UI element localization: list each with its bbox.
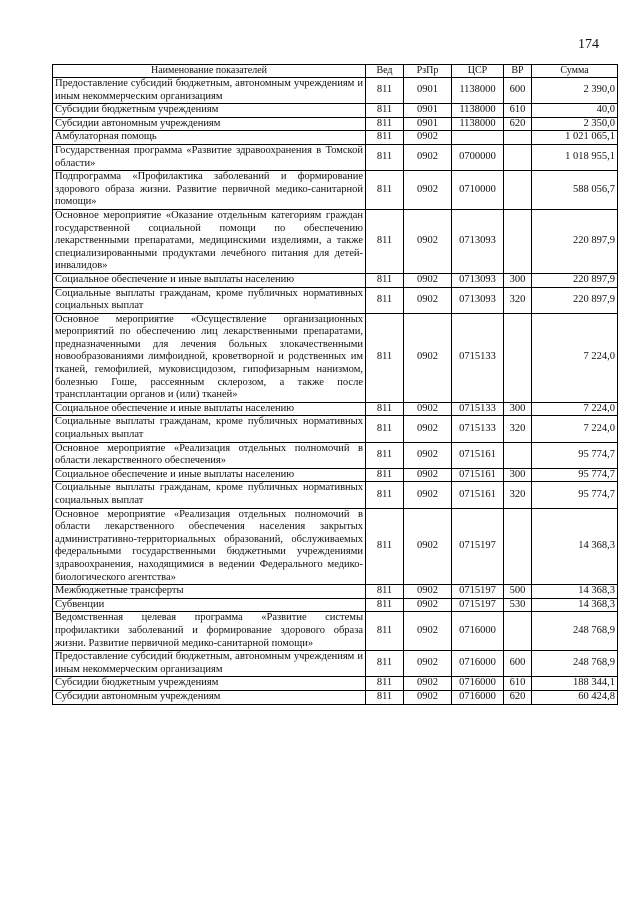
cell-rzpr: 0902 [404, 144, 452, 170]
cell-vr: 320 [504, 482, 532, 508]
cell-csr: 0715197 [452, 598, 504, 612]
cell-ved: 811 [366, 402, 404, 416]
cell-name: Амбулаторная помощь [53, 131, 366, 145]
cell-name: Ведомственная целевая программа «Развитие системы профилактики заболеваний и формирование здорового образа жизни. Развитие первичной медико-санитарной помощи» [53, 612, 366, 651]
table-body [53, 78, 618, 705]
cell-sum: 60 424,8 [532, 690, 618, 704]
cell-name: Межбюджетные трансферты [53, 585, 366, 599]
table-row [53, 402, 618, 416]
column-header-csr: ЦСР [452, 65, 504, 78]
cell-csr: 0716000 [452, 612, 504, 651]
cell-vr: 600 [504, 651, 532, 677]
cell-ved: 811 [366, 131, 404, 145]
cell-sum: 188 344,1 [532, 677, 618, 691]
column-header-sum: Сумма [532, 65, 618, 78]
cell-vr [504, 313, 532, 402]
cell-vr: 610 [504, 677, 532, 691]
cell-sum: 220 897,9 [532, 273, 618, 287]
cell-vr [504, 209, 532, 273]
cell-ved: 811 [366, 585, 404, 599]
cell-vr [504, 171, 532, 210]
cell-csr: 0713093 [452, 287, 504, 313]
cell-name: Основное мероприятие «Оказание отдельным категориям граждан государственной социальной помощи по обеспечению лекарственными препаратами, медицинскими изделиями, а также специализированными продуктами лечебного питания для детей-инвалидов» [53, 209, 366, 273]
cell-sum: 95 774,7 [532, 468, 618, 482]
cell-ved: 811 [366, 508, 404, 585]
cell-vr: 620 [504, 690, 532, 704]
cell-csr: 0715161 [452, 442, 504, 468]
cell-rzpr: 0902 [404, 313, 452, 402]
cell-rzpr: 0902 [404, 171, 452, 210]
cell-ved: 811 [366, 171, 404, 210]
cell-sum: 2 350,0 [532, 117, 618, 131]
cell-ved: 811 [366, 651, 404, 677]
cell-csr: 0716000 [452, 651, 504, 677]
cell-sum: 7 224,0 [532, 402, 618, 416]
cell-ved: 811 [366, 313, 404, 402]
table-row [53, 651, 618, 677]
cell-ved: 811 [366, 287, 404, 313]
cell-rzpr: 0902 [404, 690, 452, 704]
cell-rzpr: 0902 [404, 287, 452, 313]
cell-rzpr: 0902 [404, 677, 452, 691]
cell-csr: 0715197 [452, 508, 504, 585]
table-row [53, 287, 618, 313]
cell-name: Подпрограмма «Профилактика заболеваний и формирование здорового образа жизни. Развитие первичной медико-санитарной помощи» [53, 171, 366, 210]
cell-vr [504, 131, 532, 145]
cell-csr: 1138000 [452, 104, 504, 118]
cell-sum: 14 368,3 [532, 585, 618, 599]
cell-rzpr: 0902 [404, 468, 452, 482]
table-row [53, 612, 618, 651]
cell-vr [504, 144, 532, 170]
cell-name: Субсидии автономным учреждениям [53, 117, 366, 131]
cell-sum: 95 774,7 [532, 482, 618, 508]
column-header-vr: ВР [504, 65, 532, 78]
cell-csr: 0715133 [452, 416, 504, 442]
cell-sum: 1 021 065,1 [532, 131, 618, 145]
cell-rzpr: 0902 [404, 209, 452, 273]
cell-rzpr: 0902 [404, 131, 452, 145]
cell-rzpr: 0902 [404, 508, 452, 585]
cell-csr: 0716000 [452, 690, 504, 704]
column-header-ved: Вед [366, 65, 404, 78]
cell-csr: 0715161 [452, 482, 504, 508]
table-row [53, 144, 618, 170]
cell-csr: 0716000 [452, 677, 504, 691]
cell-ved: 811 [366, 78, 404, 104]
cell-sum: 588 056,7 [532, 171, 618, 210]
cell-csr: 0715133 [452, 313, 504, 402]
cell-vr: 600 [504, 78, 532, 104]
cell-ved: 811 [366, 104, 404, 118]
cell-csr: 0715161 [452, 468, 504, 482]
table-row [53, 442, 618, 468]
cell-sum: 40,0 [532, 104, 618, 118]
cell-vr: 610 [504, 104, 532, 118]
cell-rzpr: 0902 [404, 612, 452, 651]
cell-sum: 7 224,0 [532, 416, 618, 442]
cell-csr: 1138000 [452, 117, 504, 131]
table-row [53, 585, 618, 599]
table-row [53, 209, 618, 273]
cell-name: Социальное обеспечение и иные выплаты населению [53, 402, 366, 416]
column-header-name: Наименование показателей [53, 65, 366, 78]
cell-name: Социальные выплаты гражданам, кроме публичных нормативных социальных выплат [53, 416, 366, 442]
cell-rzpr: 0902 [404, 273, 452, 287]
cell-vr: 620 [504, 117, 532, 131]
cell-csr: 1138000 [452, 78, 504, 104]
cell-name: Предоставление субсидий бюджетным, автономным учреждениям и иным некоммерческим организациям [53, 78, 366, 104]
cell-ved: 811 [366, 273, 404, 287]
cell-vr: 300 [504, 468, 532, 482]
cell-vr: 320 [504, 287, 532, 313]
cell-ved: 811 [366, 598, 404, 612]
cell-csr: 0713093 [452, 273, 504, 287]
cell-csr: 0715133 [452, 402, 504, 416]
table-row [53, 171, 618, 210]
cell-sum: 14 368,3 [532, 508, 618, 585]
cell-ved: 811 [366, 416, 404, 442]
cell-rzpr: 0902 [404, 442, 452, 468]
cell-sum: 95 774,7 [532, 442, 618, 468]
cell-sum: 220 897,9 [532, 209, 618, 273]
cell-name: Основное мероприятие «Реализация отдельных полномочий в области лекарственного обеспечения населения закрытых административно-территориальных образований, обслуживаемых федеральными государственными бюджетными учреждениями здравоохранения, находящимися в ведении Федерального медико-биологического агентства» [53, 508, 366, 585]
cell-ved: 811 [366, 117, 404, 131]
cell-sum: 220 897,9 [532, 287, 618, 313]
cell-vr: 300 [504, 402, 532, 416]
table-row [53, 117, 618, 131]
cell-rzpr: 0902 [404, 651, 452, 677]
cell-name: Социальные выплаты гражданам, кроме публичных нормативных социальных выплат [53, 482, 366, 508]
cell-name: Социальное обеспечение и иные выплаты населению [53, 468, 366, 482]
cell-ved: 811 [366, 482, 404, 508]
column-header-rzpr: РзПр [404, 65, 452, 78]
cell-vr: 530 [504, 598, 532, 612]
cell-vr: 320 [504, 416, 532, 442]
table-row [53, 468, 618, 482]
table-row [53, 273, 618, 287]
cell-rzpr: 0902 [404, 482, 452, 508]
table-row [53, 313, 618, 402]
cell-csr [452, 131, 504, 145]
cell-sum: 2 390,0 [532, 78, 618, 104]
cell-csr: 0710000 [452, 171, 504, 210]
cell-sum: 248 768,9 [532, 612, 618, 651]
cell-name: Основное мероприятие «Реализация отдельных полномочий в области лекарственного обеспечения» [53, 442, 366, 468]
cell-ved: 811 [366, 442, 404, 468]
cell-ved: 811 [366, 209, 404, 273]
cell-name: Основное мероприятие «Осуществление организационных мероприятий по обеспечению лиц лекарственными препаратами, предназначенными для лечения больных злокачественными новообразованиями лимфоидной, кроветворной и родственных им тканей, гемофилией, муковисцидозом, гипофизарным нанизмом, болезнью Гоше, рассеянным склерозом, а также после трансплантации органов и (или) тканей» [53, 313, 366, 402]
cell-csr: 0700000 [452, 144, 504, 170]
page-number: 174 [578, 37, 599, 52]
cell-name: Предоставление субсидий бюджетным, автономным учреждениям и иным некоммерческим организациям [53, 651, 366, 677]
cell-sum: 1 018 955,1 [532, 144, 618, 170]
table-row [53, 131, 618, 145]
cell-rzpr: 0902 [404, 585, 452, 599]
cell-name: Субсидии бюджетным учреждениям [53, 677, 366, 691]
cell-vr [504, 612, 532, 651]
table-row [53, 677, 618, 691]
cell-sum: 14 368,3 [532, 598, 618, 612]
cell-ved: 811 [366, 612, 404, 651]
cell-ved: 811 [366, 677, 404, 691]
table-row [53, 508, 618, 585]
cell-rzpr: 0901 [404, 104, 452, 118]
cell-csr: 0715197 [452, 585, 504, 599]
table-row [53, 78, 618, 104]
cell-rzpr: 0902 [404, 598, 452, 612]
cell-vr [504, 508, 532, 585]
cell-name: Социальные выплаты гражданам, кроме публичных нормативных социальных выплат [53, 287, 366, 313]
cell-rzpr: 0902 [404, 402, 452, 416]
budget-table [52, 64, 618, 705]
cell-rzpr: 0901 [404, 117, 452, 131]
cell-name: Субсидии бюджетным учреждениям [53, 104, 366, 118]
cell-sum: 248 768,9 [532, 651, 618, 677]
table-row [53, 482, 618, 508]
cell-name: Социальное обеспечение и иные выплаты населению [53, 273, 366, 287]
cell-vr [504, 442, 532, 468]
table-row [53, 104, 618, 118]
table-header-row [53, 65, 618, 78]
cell-ved: 811 [366, 690, 404, 704]
cell-csr: 0713093 [452, 209, 504, 273]
cell-vr: 300 [504, 273, 532, 287]
cell-name: Субсидии автономным учреждениям [53, 690, 366, 704]
table-row [53, 690, 618, 704]
table-row [53, 416, 618, 442]
cell-rzpr: 0902 [404, 416, 452, 442]
cell-name: Субвенции [53, 598, 366, 612]
cell-ved: 811 [366, 144, 404, 170]
cell-rzpr: 0901 [404, 78, 452, 104]
cell-vr: 500 [504, 585, 532, 599]
cell-sum: 7 224,0 [532, 313, 618, 402]
cell-ved: 811 [366, 468, 404, 482]
cell-name: Государственная программа «Развитие здравоохранения в Томской области» [53, 144, 366, 170]
table-row [53, 598, 618, 612]
